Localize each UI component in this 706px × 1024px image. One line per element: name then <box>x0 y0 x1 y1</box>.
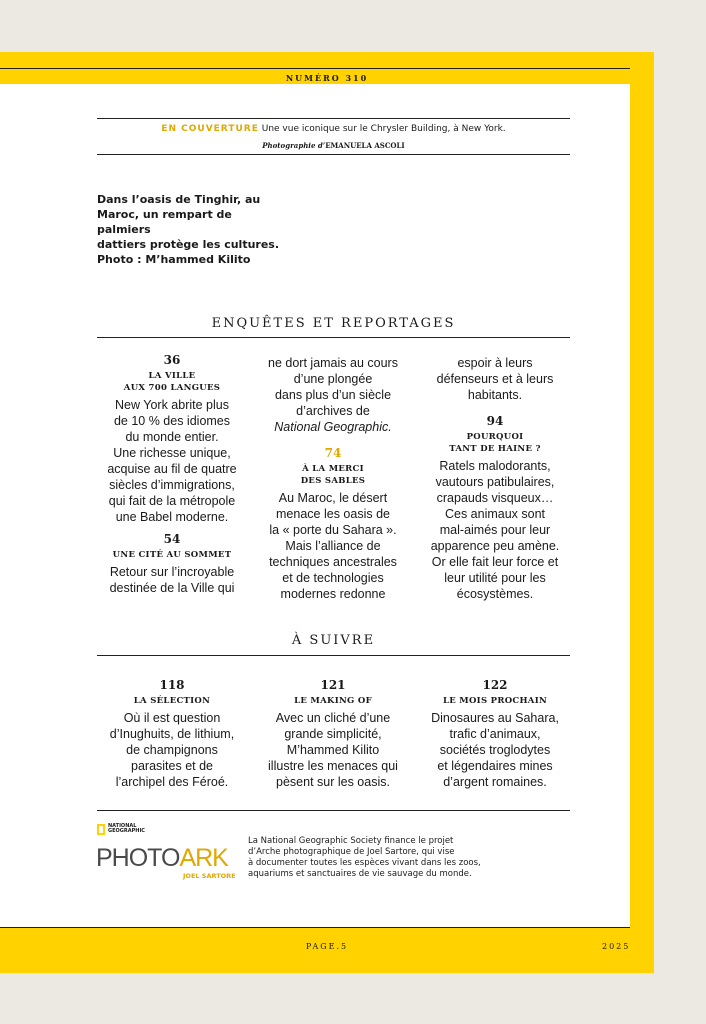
credit-prefix: Photographie d’ <box>262 141 326 150</box>
text-line: de 10 % des idiomes <box>113 414 231 428</box>
article-74-continued <box>420 355 570 403</box>
text-line: une Babel moderne. <box>115 510 229 524</box>
text-line: Au Maroc, le désert <box>278 491 388 505</box>
text-line: grande simplicité, <box>284 727 382 741</box>
text-line: Or elle fait leur force et <box>431 555 559 569</box>
follow-122[interactable] <box>420 677 570 790</box>
title-line: TANT DE HAINE ? <box>449 444 541 454</box>
follow-title: LA SÉLECTION <box>133 696 211 706</box>
title-line: DES SABLES <box>300 476 366 486</box>
caption-line: Maroc, un rempart de palmiers <box>97 208 232 236</box>
text-line: d’argent romaines. <box>443 775 547 789</box>
text-line: qui fait de la métropole <box>108 494 236 508</box>
article-title <box>258 463 408 487</box>
caption-line: dattiers protège les cultures. <box>97 238 280 251</box>
text-line: modernes redonne <box>280 587 386 601</box>
page-number: 122 <box>482 678 508 692</box>
article-54[interactable] <box>97 531 247 596</box>
cover-tag: EN COUVERTURE <box>161 124 259 134</box>
text-line: Avec un cliché d’une <box>275 711 391 725</box>
text-line: M’hammed Kilito <box>286 743 380 757</box>
column-2 <box>258 355 408 608</box>
title-line: LA VILLE <box>148 371 196 381</box>
text-line: menace les oasis de <box>276 507 390 521</box>
cover-info <box>97 124 570 134</box>
bottom-rule <box>97 810 570 811</box>
text-line: National Geographic. <box>274 420 392 434</box>
page-number: 36 <box>163 353 181 367</box>
cover-text: Une vue iconique sur le Chrysler Building, à New York. <box>261 124 506 134</box>
text-line: Où il est question <box>123 711 221 725</box>
photo-caption <box>97 192 287 267</box>
ng-line: NATIONAL <box>108 822 137 829</box>
text-line: habitants. <box>467 388 523 402</box>
text-line: parasites et de <box>131 759 213 773</box>
text-line: illustre les menaces qui <box>268 759 398 773</box>
text-line: Une richesse unique, <box>113 446 231 460</box>
caption-line: Photo : M’hammed Kilito <box>97 253 251 266</box>
text-line: crapauds visqueux… <box>436 491 554 505</box>
section-rule <box>97 337 570 338</box>
column-1 <box>97 352 247 602</box>
follow-121[interactable] <box>258 677 408 790</box>
text-line: de champignons <box>126 743 218 757</box>
text-line: d’Inughuits, de lithium, <box>109 727 235 741</box>
issue-number: NUMÉRO 310 <box>285 73 369 83</box>
article-title <box>97 370 247 394</box>
text-line: leur utilité pour les <box>444 571 546 585</box>
article-54-continued <box>258 355 408 435</box>
text-line: Ces animaux sont <box>444 507 546 521</box>
national-geographic-logo <box>97 822 145 836</box>
text-line: défenseurs et à leurs <box>436 372 554 386</box>
text-line: sociétés troglodytes <box>439 743 551 757</box>
article-title <box>420 431 570 455</box>
text-line: vautours patibulaires, <box>435 475 555 489</box>
page-number: 74 <box>324 446 342 460</box>
text-line: du monde entier. <box>125 430 219 444</box>
text-line: Mais l’alliance de <box>285 539 381 553</box>
section-rule <box>97 655 570 656</box>
text-line: d’une plongée <box>293 372 373 386</box>
text-line: Dinosaures au Sahara, <box>431 711 559 725</box>
text-line: écosystèmes. <box>456 587 534 601</box>
text-line: dans plus d’un siècle <box>274 388 392 402</box>
article-94[interactable] <box>420 413 570 602</box>
credit-name: EMANUELA ASCOLI <box>325 141 405 150</box>
title-line: À LA MERCI <box>302 464 364 474</box>
caption-line: Dans l’oasis de Tinghir, au <box>97 193 261 206</box>
text-line: acquise au fil de quatre <box>107 462 237 476</box>
page-number: 121 <box>320 678 346 692</box>
desc-line: à documenter toutes les espèces vivant dans les zoos, <box>248 858 481 868</box>
column-3 <box>420 355 570 608</box>
text-line: Retour sur l’incroyable <box>109 565 235 579</box>
text-line: et de technologies <box>282 571 384 585</box>
year-label: 2025 <box>602 942 631 951</box>
section-title-reportages: ENQUÊTES ET REPORTAGES <box>211 316 456 331</box>
text-line: ne dort jamais au cours <box>268 356 398 370</box>
text-line: mal-aimés pour leur <box>439 523 551 537</box>
text-line: destinée de la Ville qui <box>109 581 235 595</box>
desc-line: aquariums et sanctuaires de vie sauvage du monde. <box>248 869 472 879</box>
cover-credit <box>97 141 570 150</box>
article-title: UNE CITÉ AU SOMMET <box>112 550 232 560</box>
text-line: trafic d’animaux, <box>449 727 541 741</box>
title-line: POURQUOI <box>466 432 524 442</box>
section-title-a-suivre: À SUIVRE <box>291 633 376 648</box>
page-label: PAGE.5 <box>305 942 349 951</box>
follow-title: LE MAKING OF <box>294 696 372 706</box>
title-line: AUX 700 LANGUES <box>123 383 221 393</box>
page-number: 54 <box>163 532 181 546</box>
follow-title: LE MOIS PROCHAIN <box>442 696 548 706</box>
footer-rule-bottom <box>0 927 630 928</box>
text-line: espoir à leurs <box>457 356 533 370</box>
text-line: la « porte du Sahara ». <box>269 523 397 537</box>
logo-ark: ARK <box>179 844 228 872</box>
page-number: 118 <box>159 678 185 692</box>
photo-ark-author: JOEL SARTORE <box>183 872 236 880</box>
follow-118[interactable] <box>97 677 247 790</box>
cover-rule-bottom <box>97 154 570 155</box>
logo-photo: PHOTO <box>96 844 180 872</box>
article-36[interactable] <box>97 352 247 525</box>
text-line: New York abrite plus <box>115 398 229 412</box>
text-line: pèsent sur les oasis. <box>276 775 390 789</box>
text-line: Ratels malodorants, <box>439 459 551 473</box>
article-74[interactable] <box>258 445 408 602</box>
cover-rule-top <box>97 118 570 119</box>
ng-line: GEOGRAPHIC <box>108 828 145 834</box>
photo-ark-logo <box>96 844 228 873</box>
text-line: d’archives de <box>296 404 370 418</box>
text-line: l’archipel des Féroé. <box>115 775 229 789</box>
text-line: siècles d’immigrations, <box>109 478 235 492</box>
text-line: et légendaires mines <box>437 759 553 773</box>
text-line: apparence peu amène. <box>430 539 560 553</box>
desc-line: La National Geographic Society finance le projet <box>248 836 454 846</box>
ng-frame-icon <box>97 824 105 835</box>
text-line: techniques ancestrales <box>269 555 397 569</box>
photo-ark-description <box>248 836 498 880</box>
desc-line: d’Arche photographique de Joel Sartore, qui vise <box>248 847 455 857</box>
page-number: 94 <box>486 414 504 428</box>
header-rule-top <box>0 68 630 69</box>
